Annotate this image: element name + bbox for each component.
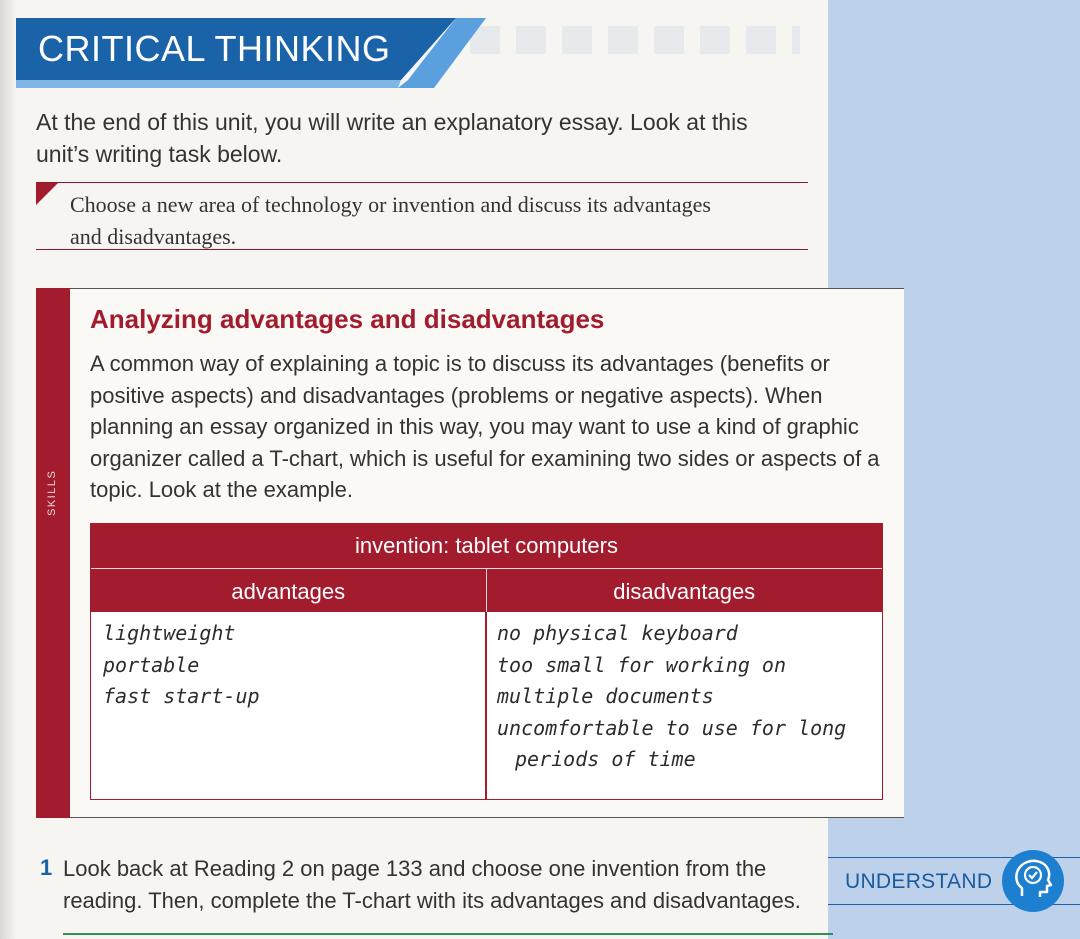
writing-task-box — [36, 182, 808, 250]
list-item: uncomfortable to use for long — [497, 715, 847, 740]
advantages-list — [103, 618, 473, 713]
writing-task-text: Choose a new area of technology or invention and discuss its advantages and disadvantages. — [70, 192, 711, 249]
skills-body-text: A common way of explaining a topic is to discuss its advantages (benefits or positive aspects) and disadvantages (problems or negative aspects). When planning an essay organized in this way, you may want to use a kind of graphic organizer called a T-chart, which is useful for examining two sides or aspects of a topic. Look at the example. — [90, 351, 880, 502]
understand-label: UNDERSTAND — [845, 870, 993, 893]
list-item: periods of time — [515, 747, 696, 771]
t-chart — [90, 523, 883, 800]
answer-area-top-rule — [63, 933, 833, 939]
head-check-icon — [1002, 850, 1064, 912]
list-item: portable — [103, 652, 200, 677]
list-item: multiple documents — [497, 684, 714, 708]
t-chart-advantages-header: advantages — [91, 568, 487, 612]
disadvantages-list — [497, 618, 877, 776]
section-banner — [16, 18, 486, 88]
intro-paragraph: At the end of this unit, you will write an explanatory essay. Look at this unit’s writing task below. — [36, 109, 748, 167]
list-item: lightweight — [103, 621, 236, 645]
page-gutter-shadow — [0, 0, 16, 939]
skills-side-strip — [36, 288, 70, 818]
skills-title: Analyzing advantages and disadvantages — [90, 304, 605, 334]
skills-side-label: SKILLS — [46, 469, 58, 516]
t-chart-heading: invention: tablet computers — [91, 524, 882, 568]
exercise-number: 1 — [40, 855, 53, 880]
t-chart-divider — [485, 612, 487, 800]
list-item: no physical keyboard — [497, 621, 738, 645]
bleed-through-texture — [470, 26, 800, 54]
list-item: fast start-up — [103, 684, 260, 708]
section-title: CRITICAL THINKING — [38, 28, 391, 69]
task-corner-marker — [36, 183, 58, 205]
list-item: too small for working on — [497, 652, 786, 677]
t-chart-disadvantages-header: disadvantages — [487, 568, 883, 612]
exercise-text: Look back at Reading 2 on page 133 and choose one invention from the reading. Then, complete the T-chart with its advantages and disadvantages. — [63, 856, 801, 913]
